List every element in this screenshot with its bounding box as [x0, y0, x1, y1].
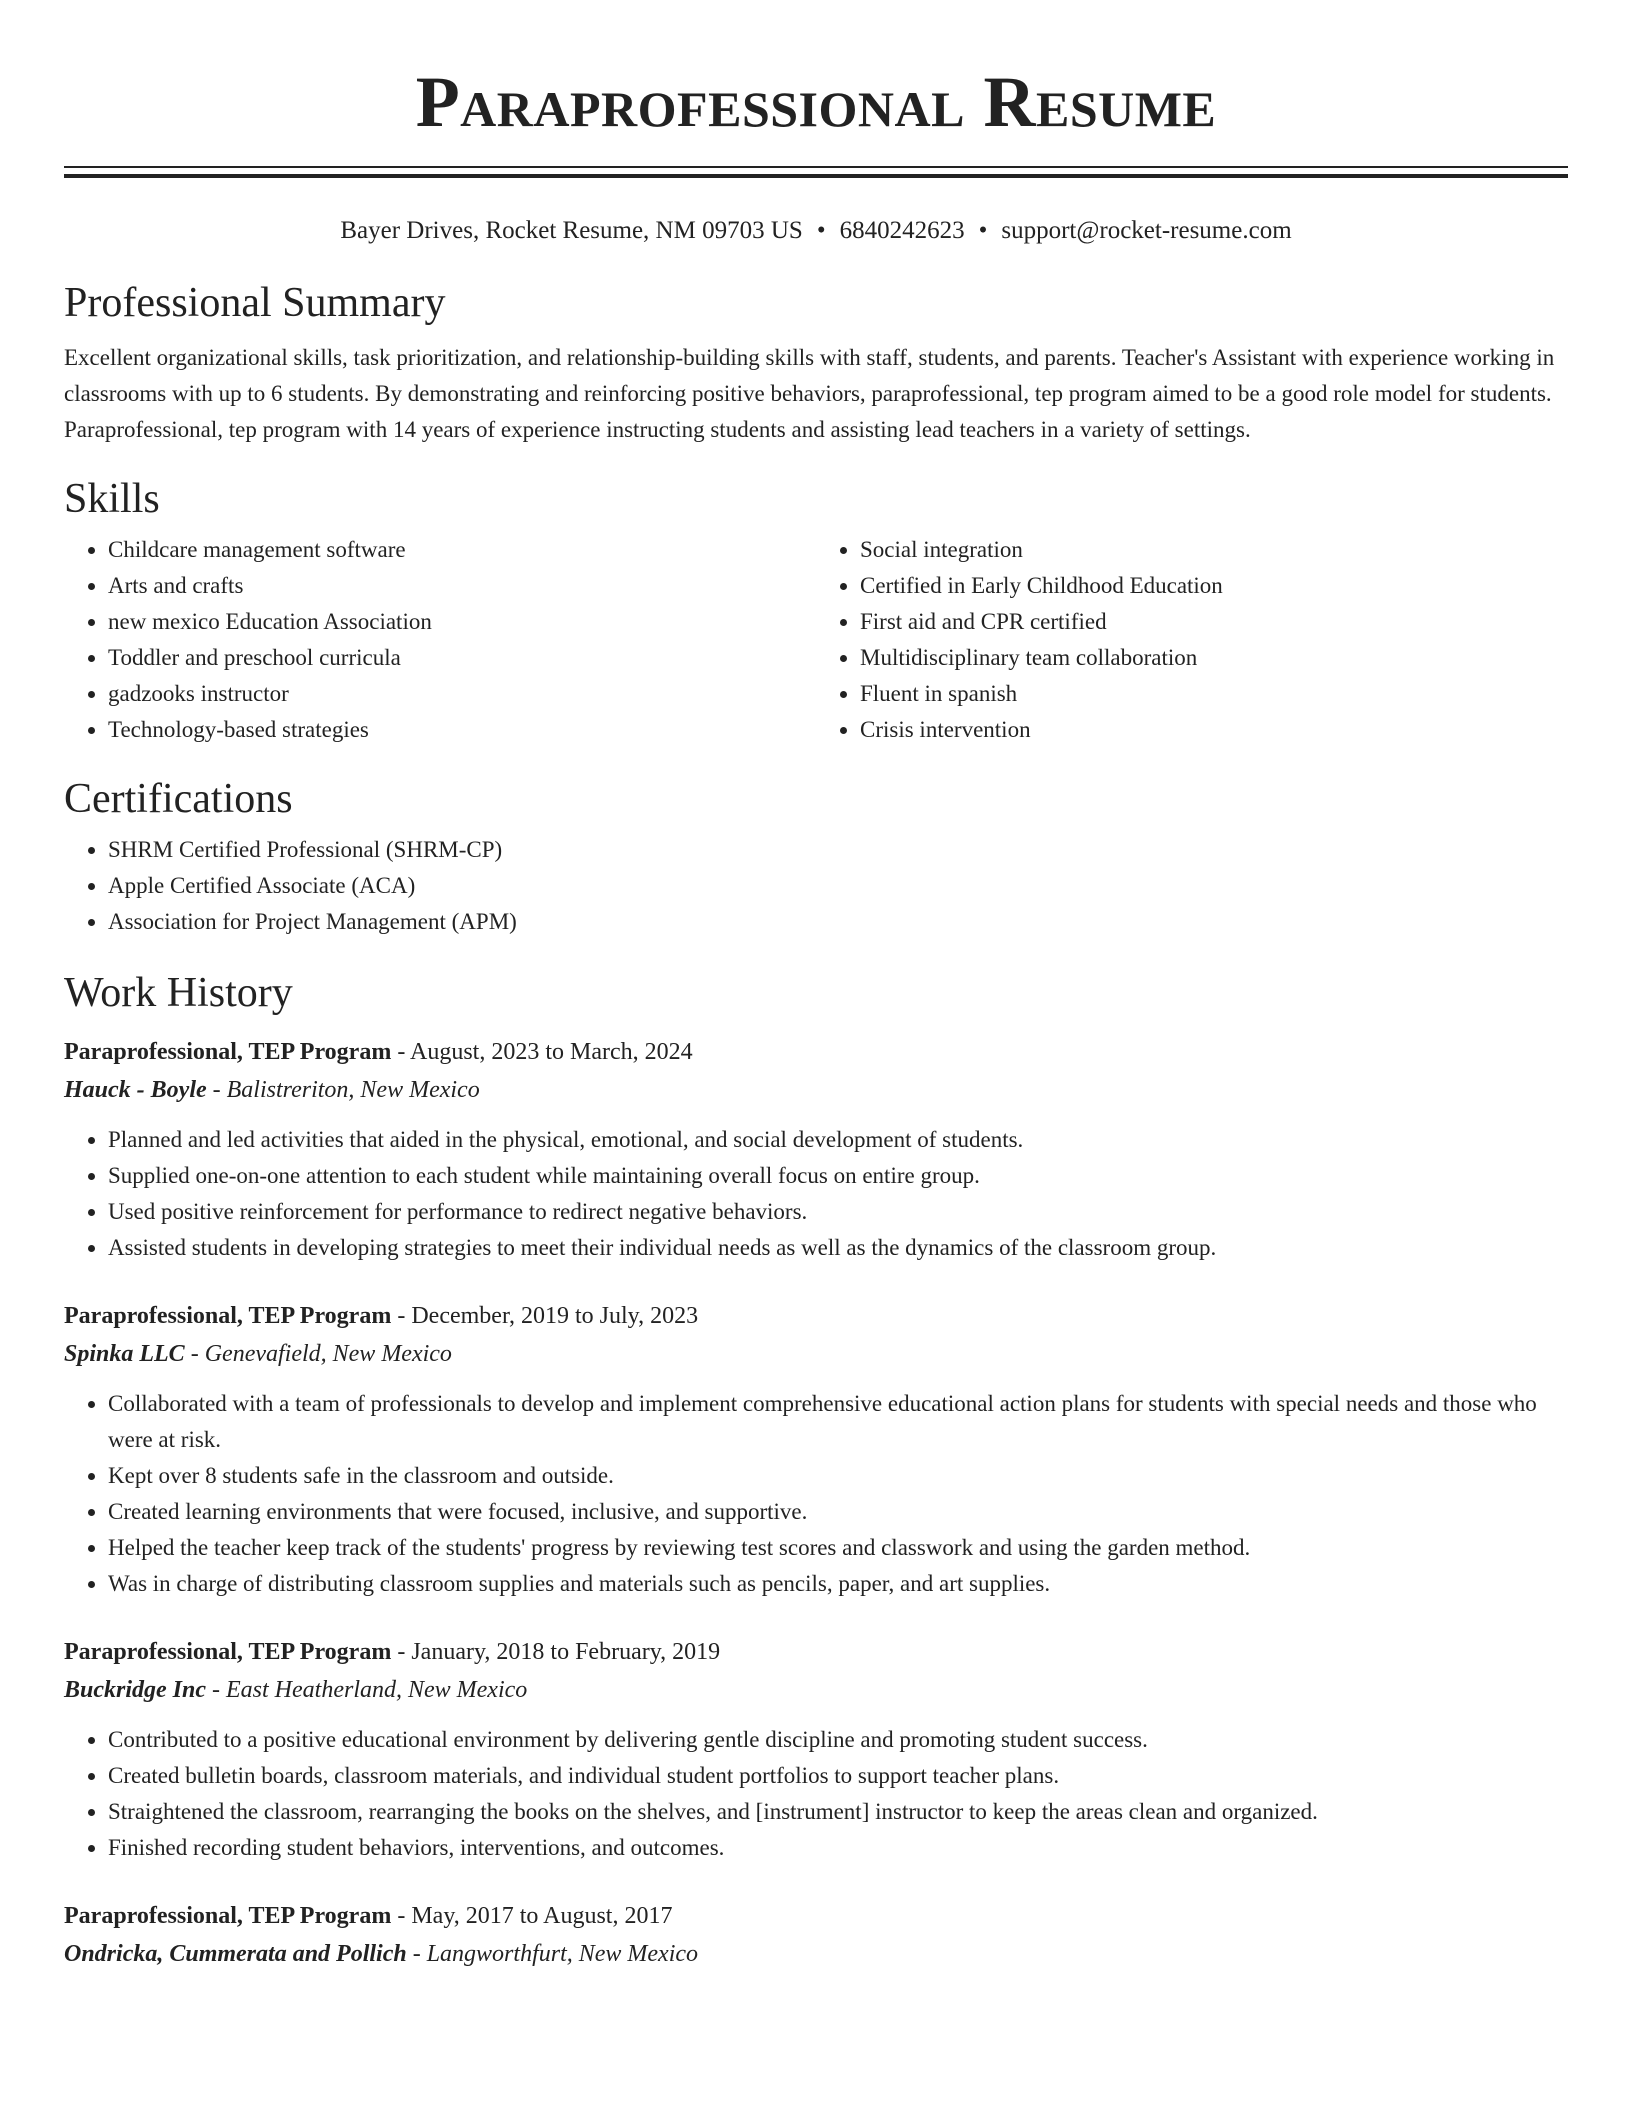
contact-separator: • — [978, 217, 988, 244]
certification-item: • Association for Project Management (APM) — [108, 904, 1568, 940]
skills-section — [64, 474, 1568, 748]
summary-text: Excellent organizational skills, task prioritization, and relationship-building skills with staff, students, and parents. Teacher's Assistant with experience working in classrooms with up to 6 students. By demonstrating and reinforcing positive behaviors, paraprofessional, tep program aimed to be a good role model for students. Paraprofessional, tep program with 14 years of experience instructing students and assisting lead teachers in a variety of settings. — [64, 345, 1555, 442]
job-title-line: Paraprofessional, TEP Program - January, 2018 to February, 2019 — [64, 1639, 721, 1665]
job-location: East Heatherland, New Mexico — [226, 1677, 528, 1703]
skills-heading: Skills — [64, 476, 160, 522]
certification-item: • SHRM Certified Professional (SHRM-CP) — [108, 832, 1568, 868]
job-bullet: • Collaborated with a team of professionals to develop and implement comprehensive educational action plans for students with special needs and those who were at risk. — [108, 1386, 1568, 1458]
job-bullet: • Kept over 8 students safe in the classroom and outside. — [108, 1458, 1568, 1494]
skill-item: • First aid and CPR certified — [860, 604, 1568, 640]
job-bullets — [64, 1122, 1568, 1266]
job-bullet: • Finished recording student behaviors, interventions, and outcomes. — [108, 1830, 1568, 1866]
job-dates: May, 2017 to August, 2017 — [411, 1903, 673, 1929]
job-title-line: Paraprofessional, TEP Program - May, 2017 to August, 2017 — [64, 1903, 673, 1929]
skills-left-list — [64, 532, 816, 748]
skill-item: • gadzooks instructor — [108, 676, 816, 712]
contact-address: Bayer Drives, Rocket Resume, NM 09703 US — [340, 217, 803, 244]
job-location: Balistreriton, New Mexico — [226, 1077, 480, 1103]
certifications-list — [64, 832, 1568, 940]
summary-heading: Professional Summary — [64, 280, 446, 326]
skills-right-list — [816, 532, 1568, 748]
contact-phone: 6840242623 — [839, 217, 965, 244]
job-entry — [64, 1034, 1568, 1266]
work-history-heading: Work History — [64, 970, 293, 1016]
title-divider-thick — [64, 174, 1568, 178]
job-company: Buckridge Inc — [64, 1677, 207, 1703]
summary-section — [64, 278, 1568, 448]
skill-item: • Certified in Early Childhood Education — [860, 568, 1568, 604]
job-title-line: Paraprofessional, TEP Program - August, 2023 to March, 2024 — [64, 1039, 693, 1065]
job-entry — [64, 1298, 1568, 1602]
job-bullets — [64, 1722, 1568, 1866]
skills-columns — [64, 532, 1568, 748]
skill-item: • Technology-based strategies — [108, 712, 816, 748]
job-title: Paraprofessional, TEP Program — [64, 1039, 392, 1065]
job-company: Ondricka, Cummerata and Pollich — [64, 1941, 407, 1967]
contact-line — [64, 216, 1568, 246]
certification-item: • Apple Certified Associate (ACA) — [108, 868, 1568, 904]
job-bullet: • Created learning environments that were focused, inclusive, and supportive. — [108, 1494, 1568, 1530]
job-dates: January, 2018 to February, 2019 — [411, 1639, 721, 1665]
job-company-line: Ondricka, Cummerata and Pollich - Langworthfurt, New Mexico — [64, 1941, 699, 1967]
job-bullets — [64, 1386, 1568, 1602]
skill-item: • Arts and crafts — [108, 568, 816, 604]
skill-item: • Fluent in spanish — [860, 676, 1568, 712]
job-bullet: • Used positive reinforcement for performance to redirect negative behaviors. — [108, 1194, 1568, 1230]
job-bullet: • Helped the teacher keep track of the students' progress by reviewing test scores and classwork and using the garden method. — [108, 1530, 1568, 1566]
job-bullet: • Planned and led activities that aided in the physical, emotional, and social development of students. — [108, 1122, 1568, 1158]
skill-item: • Social integration — [860, 532, 1568, 568]
job-title: Paraprofessional, TEP Program — [64, 1639, 392, 1665]
job-bullet: • Was in charge of distributing classroom supplies and materials such as pencils, paper, and art supplies. — [108, 1566, 1568, 1602]
skill-item: • new mexico Education Association — [108, 604, 816, 640]
job-location: Genevafield, New Mexico — [204, 1341, 452, 1367]
job-entry — [64, 1898, 1568, 1972]
job-bullet: • Straightened the classroom, rearranging the books on the shelves, and [instrument] instructor to keep the areas clean and organized. — [108, 1794, 1568, 1830]
job-title: Paraprofessional, TEP Program — [64, 1903, 392, 1929]
work-history-section — [64, 968, 1568, 1972]
job-dates: December, 2019 to July, 2023 — [411, 1303, 699, 1329]
contact-email: support@rocket-resume.com — [1001, 217, 1292, 244]
title-divider-thin — [64, 166, 1568, 168]
skill-item: • Childcare management software — [108, 532, 816, 568]
skill-item: • Toddler and preschool curricula — [108, 640, 816, 676]
job-title: Paraprofessional, TEP Program — [64, 1303, 392, 1329]
job-company-line: Buckridge Inc - East Heatherland, New Mexico — [64, 1677, 528, 1703]
job-company: Hauck - Boyle — [64, 1077, 207, 1103]
job-title-line: Paraprofessional, TEP Program - December, 2019 to July, 2023 — [64, 1303, 699, 1329]
job-company: Spinka LLC — [64, 1341, 185, 1367]
certifications-section — [64, 774, 1568, 940]
page-title: Paraprofessional Resume — [415, 62, 1217, 142]
job-location: Langworthfurt, New Mexico — [426, 1941, 699, 1967]
job-company-line: Hauck - Boyle - Balistreriton, New Mexico — [64, 1077, 480, 1103]
job-entry — [64, 1634, 1568, 1866]
skill-item: • Multidisciplinary team collaboration — [860, 640, 1568, 676]
job-bullet: • Contributed to a positive educational environment by delivering gentle discipline and promoting student success. — [108, 1722, 1568, 1758]
job-bullet: • Assisted students in developing strategies to meet their individual needs as well as the dynamics of the classroom group. — [108, 1230, 1568, 1266]
job-company-line: Spinka LLC - Genevafield, New Mexico — [64, 1341, 452, 1367]
job-dates: August, 2023 to March, 2024 — [410, 1039, 693, 1065]
certifications-heading: Certifications — [64, 776, 293, 822]
contact-separator: • — [816, 217, 826, 244]
job-bullet: • Supplied one-on-one attention to each student while maintaining overall focus on entire group. — [108, 1158, 1568, 1194]
skill-item: • Crisis intervention — [860, 712, 1568, 748]
job-bullet: • Created bulletin boards, classroom materials, and individual student portfolios to support teacher plans. — [108, 1758, 1568, 1794]
